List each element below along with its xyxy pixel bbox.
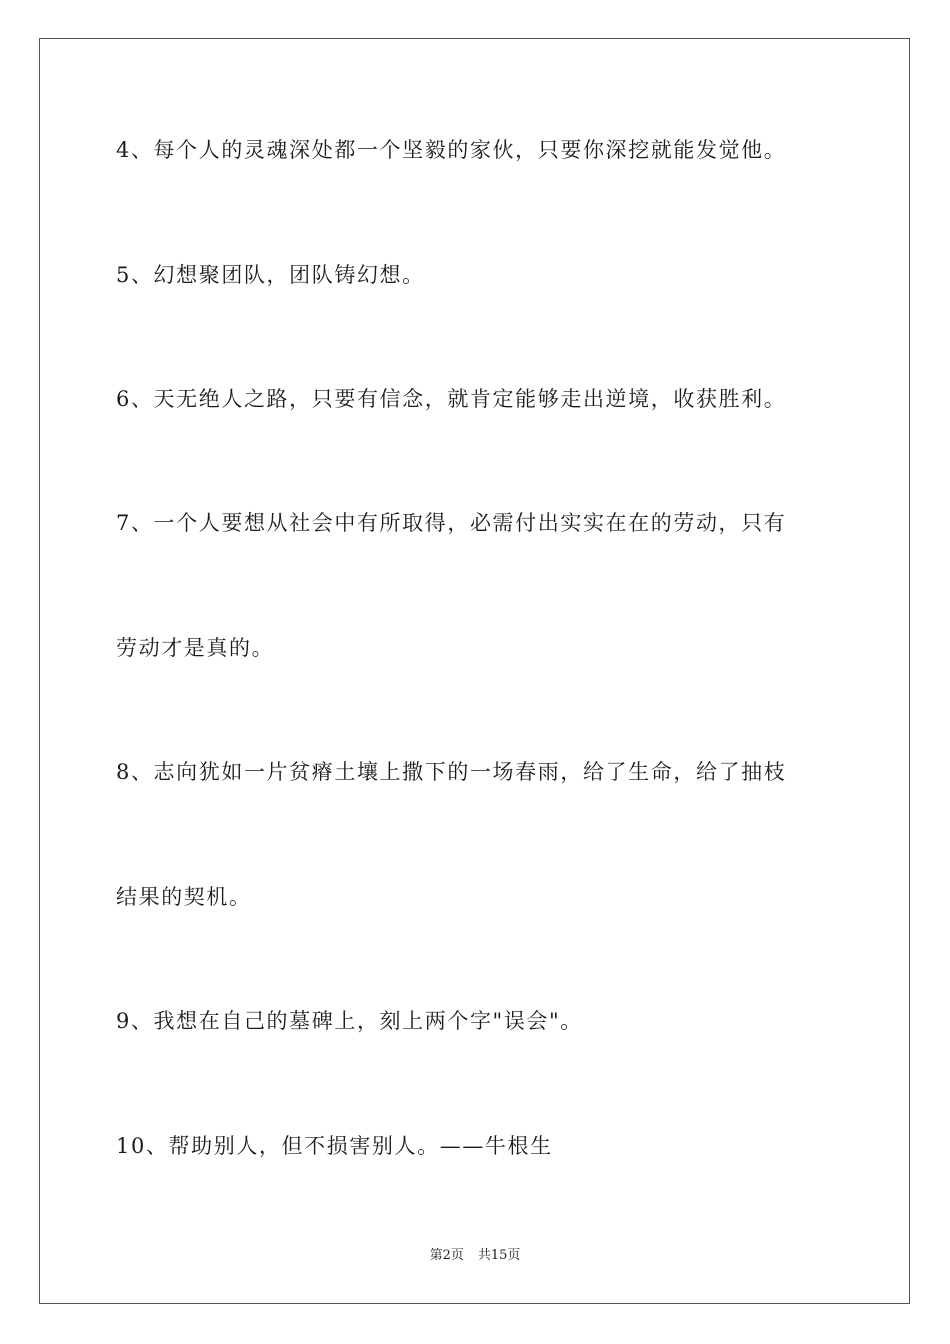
page-footer [0,1248,950,1264]
text-line: 6、天无绝人之路，只要有信念，就肯定能够走出逆境，收获胜利。 [116,387,787,411]
text-line: 8、志向犹如一片贫瘠土壤上撒下的一场春雨，给了生命，给了抽枝 [116,760,787,784]
text-line: 10、帮助别人，但不损害别人。——牛根生 [116,1134,553,1158]
page-number: 第2页 [429,1248,464,1263]
text-line: 劳动才是真的。 [116,636,275,660]
text-line: 7、一个人要想从社会中有所取得，必需付出实实在在的劳动，只有 [116,511,787,535]
text-line: 结果的契机。 [116,885,252,909]
page-frame [39,38,910,1304]
text-line: 4、每个人的灵魂深处都一个坚毅的家伙，只要你深挖就能发觉他。 [116,138,787,162]
text-line: 5、幻想聚团队，团队铸幻想。 [116,263,425,287]
text-line: 9、我想在自己的墓碑上，刻上两个字"误会"。 [116,1009,583,1033]
page-total: 共15页 [477,1248,521,1263]
